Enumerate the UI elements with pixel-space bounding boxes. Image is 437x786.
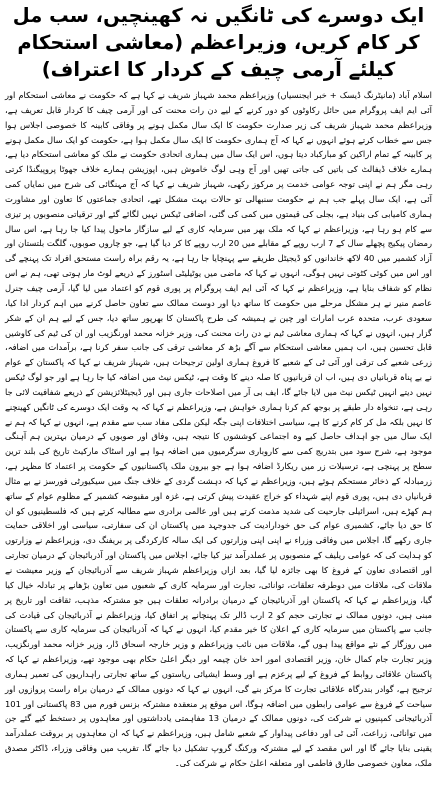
headline: ایک دوسرے کی ٹانگیں نہ کھینچیں، سب مل کر کام کریں، وزیراعظم (معاشی استحکام کیلئے آرمی چیف کے کردار کا اعتراف) — [5, 2, 432, 84]
article-body-column — [5, 88, 432, 771]
article-body: اسلام آباد (مانیٹرنگ ڈیسک + خبر ایجنسیاں) وزیراعظم محمد شہباز شریف نے کہا ہے کہ حکومت نے معاشی استحکام اور آئی ایم ایف پروگرام میں حائل رکاوٹوں کو دور کرنے کے لیے دن رات محنت کی اور آرمی چیف کا کردار قابل تعریف ہے، وزیراعظم محمد شہباز شریف کی زیر صدارت حکومت کا ایک سال مکمل ہونے پر وفاقی کابینہ کا خصوصی اجلاس ہوا جس سے خطاب کرتے ہوئے انہوں نے کہا کہ آج ہماری حکومت کا ایک سال مکمل ہوا ہے، حکومت کو ایک سال مکمل ہونے پر کابینہ کے تمام اراکین کو مبارکباد دیتا ہوں، اس ایک سال میں ہماری اتحادی حکومت نے ملک کو معاشی استحکام دیا ہے، ہمارے خلاف ڈیفالٹ کی باتیں کی جاتی تھیں اور آج وہی لوگ خاموش ہیں، اپوزیشن ہمارے خلاف جھوٹا پروپیگنڈا کرتی رہی مگر ہم نے اپنی توجہ عوامی خدمت پر مرکوز رکھی، شہباز شریف نے کہا کہ آج مہنگائی کی شرح میں نمایاں کمی آئی ہے، ایک سال پہلے جب ہم نے حکومت سنبھالی تو حالات بہت مشکل تھے، اتحادی جماعتوں کا تعاون اور مشاورت ہماری کامیابی کی بنیاد ہے، بجلی کی قیمتوں میں کمی کی گئی، اضافی ٹیکس نہیں لگائے گئے اور ترقیاتی منصوبوں پر تیزی سے کام ہو رہا ہے، وزیراعظم نے کہا کہ ملک بھر میں سرمایہ کاری کے لیے سازگار ماحول پیدا کیا جا رہا ہے، اس سال رمضان پیکیج پچھلے سال کے 7 ارب روپے کے مقابلے میں 20 ارب روپے کا کر دیا گیا ہے، جو چاروں صوبوں، گلگت بلتستان اور آزاد کشمیر میں 40 لاکھ خاندانوں کو ڈیجیٹل طریقے سے پہنچایا جا رہا ہے، یہ رقم براہ راست مستحق افراد تک پہنچے گی اور اس میں کوئی کٹوتی نہیں ہوگی، انہوں نے کہا کہ ماضی میں یوٹیلیٹی اسٹورز کے ذریعے لوٹ مار ہوتی تھی، ہم نے اس نظام کو شفاف بنایا ہے، وزیراعظم نے کہا کہ آئی ایم ایف پروگرام پر پوری قوم کو اعتماد میں لیا گیا، آرمی چیف جنرل عاصم منیر نے ہر مشکل مرحلے میں حکومت کا ساتھ دیا اور دوست ممالک سے تعاون حاصل کرنے میں اہم کردار ادا کیا، سعودی عرب، متحدہ عرب امارات اور چین نے ہمیشہ کی طرح پاکستان کا بھرپور ساتھ دیا، جس کے لیے ہم ان کے شکر گزار ہیں، انہوں نے کہا کہ ہماری معاشی ٹیم نے دن رات محنت کی، وزیر خزانہ محمد اورنگزیب اور ان کی ٹیم کی کاوشیں قابل تحسین ہیں، اب ہمیں معاشی استحکام سے آگے بڑھ کر معاشی ترقی کی جانب سفر کرنا ہے، برآمدات میں اضافہ، زرعی شعبے کی ترقی اور آئی ٹی کے شعبے کا فروغ ہماری اولین ترجیحات ہیں، شہباز شریف نے کہا کہ پاکستان کے عوام نے بے پناہ قربانیاں دی ہیں، اب ان قربانیوں کا صلہ دینے کا وقت ہے، ٹیکس نیٹ میں اضافہ کیا جا رہا ہے اور جو لوگ ٹیکس نہیں دیتے انہیں ٹیکس نیٹ میں لایا جائے گا، ایف بی آر میں اصلاحات جاری ہیں اور ڈیجیٹلائزیشن کے ذریعے شفافیت لائی جا رہی ہے، تنخواہ دار طبقے پر بوجھ کم کرنا ہماری خواہش ہے، وزیراعظم نے کہا کہ یہ وقت ایک دوسرے کی ٹانگیں کھینچنے کا نہیں بلکہ مل کر کام کرنے کا ہے، سیاسی اختلافات اپنی جگہ لیکن ملکی مفاد سب سے مقدم ہے، انہوں نے کہا کہ ہم نے ایک سال میں جو اہداف حاصل کیے وہ اجتماعی کوششوں کا نتیجہ ہیں، وفاق اور صوبوں کے درمیان بہترین ہم آہنگی موجود ہے، شرح سود میں بتدریج کمی سے کاروباری سرگرمیوں میں اضافہ ہوا ہے اور اسٹاک مارکیٹ تاریخ کی بلند ترین سطح پر پہنچی ہے، ترسیلات زر میں ریکارڈ اضافہ ہوا ہے جو بیرون ملک پاکستانیوں کے حکومت پر اعتماد کا مظہر ہے، زرمبادلہ کے ذخائر مستحکم ہوئے ہیں، وزیراعظم نے کہا کہ دہشت گردی کے خلاف جنگ میں سیکیورٹی فورسز نے بے مثال قربانیاں دی ہیں، پوری قوم اپنے شہداء کو خراج عقیدت پیش کرتی ہے، غزہ اور مقبوضہ کشمیر کے مظلوم عوام کے ساتھ ہم کھڑے ہیں، اسرائیلی جارحیت کی شدید مذمت کرتے ہیں اور عالمی برادری سے مطالبہ کرتے ہیں کہ فلسطینیوں کو ان کا حق دیا جائے، کشمیری عوام کی حق خودارادیت کی جدوجہد میں پاکستان ان کی سفارتی، سیاسی اور اخلاقی حمایت جاری رکھے گا، اجلاس میں وفاقی وزراء نے اپنی اپنی وزارتوں کی ایک سالہ کارکردگی پر بریفنگ دی، وزیراعظم نے وزارتوں کو ہدایت کی کہ عوامی ریلیف کے منصوبوں پر عملدرآمد تیز کیا جائے، اجلاس میں پاکستان اور آذربائیجان کے درمیان تجارتی اور اقتصادی تعاون کے فروغ کا بھی جائزہ لیا گیا، بعد ازاں وزیراعظم شہباز شریف سے آذربائیجان کے وزیر معیشت نے ملاقات کی، ملاقات میں دوطرفہ تعلقات، توانائی، تجارت اور سرمایہ کاری کے شعبوں میں تعاون بڑھانے پر تبادلہ خیال کیا گیا، وزیراعظم نے کہا کہ پاکستان اور آذربائیجان کے درمیان برادرانہ تعلقات ہیں جو مشترکہ مذہب، ثقافت اور تاریخ پر مبنی ہیں، دونوں ممالک نے تجارتی حجم کو 2 ارب ڈالر تک پہنچانے پر اتفاق کیا، وزیراعظم نے آذربائیجان کی قیادت کی جانب سے پاکستان میں سرمایہ کاری کے اعلان کا خیر مقدم کیا، انہوں نے کہا کہ آذربائیجان کی سرمایہ کاری سے پاکستان میں روزگار کے نئے مواقع پیدا ہوں گے، ملاقات میں نائب وزیراعظم و وزیر خارجہ اسحاق ڈار، وزیر خزانہ محمد اورنگزیب، وزیر تجارت جام کمال خان، وزیر اقتصادی امور احد خان چیمہ اور دیگر اعلیٰ حکام بھی موجود تھے، وزیراعظم نے کہا کہ پاکستان علاقائی روابط کے فروغ کے لیے پرعزم ہے اور وسط ایشیائی ریاستوں کے ساتھ تجارتی راہداریوں کی تعمیر ہماری ترجیح ہے، گوادر بندرگاہ علاقائی تجارت کا مرکز بنے گی، انہوں نے کہا کہ دونوں ممالک کے درمیان براہ راست پروازوں اور سیاحت کے فروغ سے عوامی رابطوں میں اضافہ ہوگا، اس موقع پر منعقدہ مشترکہ بزنس فورم میں 83 پاکستانی اور 101 آذربائیجانی کمپنیوں نے شرکت کی، دونوں ممالک کے درمیان 13 مفاہمتی یادداشتوں اور معاہدوں پر دستخط کیے گئے جن میں توانائی، زراعت، آئی ٹی اور دفاعی پیداوار کے شعبے شامل ہیں، وزیراعظم نے کہا کہ ان معاہدوں پر بروقت عملدرآمد یقینی بنایا جائے گا اور اس مقصد کے لیے مشترکہ ورکنگ گروپ تشکیل دیا جائے گا، تقریب میں وفاقی وزراء، ڈاکٹر مصدق ملک، معاون خصوصی طارق فاطمی اور متعلقہ اعلیٰ حکام نے شرکت کی۔ — [5, 90, 433, 768]
